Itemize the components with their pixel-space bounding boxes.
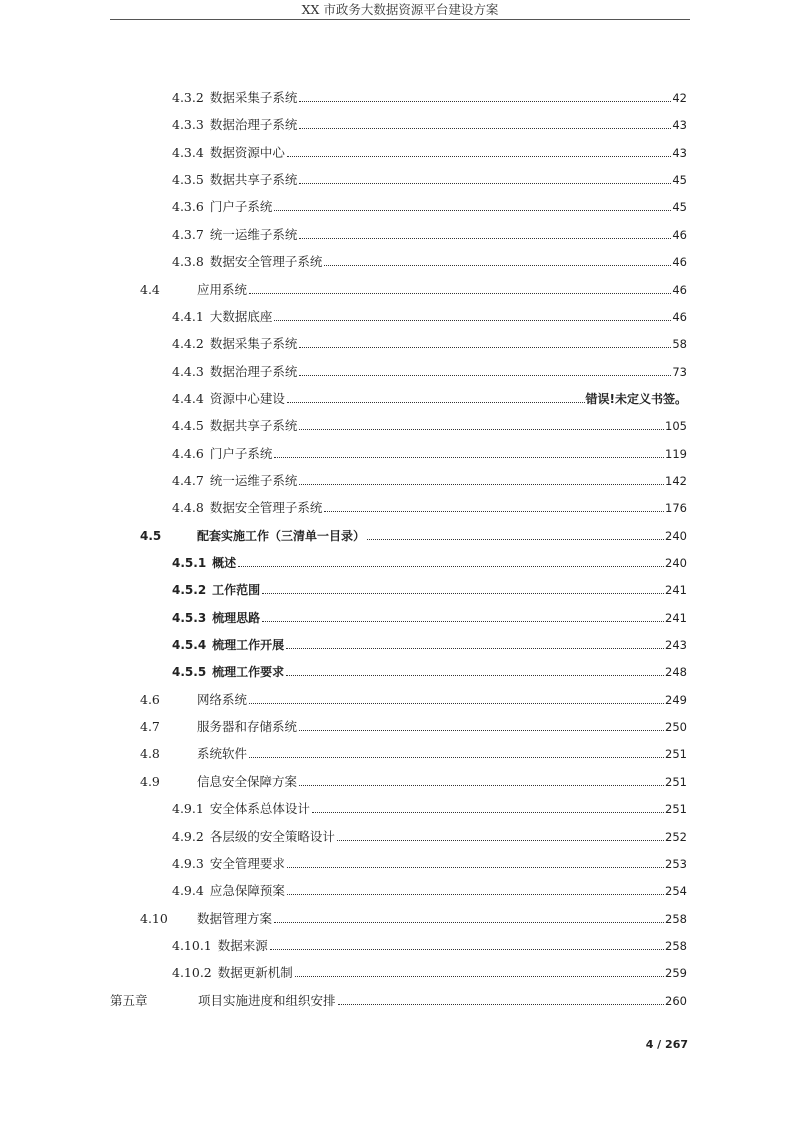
toc-entry-number: 4.4.2 bbox=[172, 336, 204, 352]
toc-entry-page: 252 bbox=[665, 829, 687, 844]
toc-entry[interactable] bbox=[172, 825, 687, 845]
toc-entry-page: 45 bbox=[672, 173, 687, 188]
toc-entry-number: 4.5.3 bbox=[172, 610, 207, 625]
toc-entry-number: 4.6 bbox=[140, 691, 160, 707]
toc-entry-title: 数据共享子系统 bbox=[209, 418, 298, 434]
toc-entry-title: 门户子系统 bbox=[209, 445, 273, 461]
toc-entry[interactable] bbox=[140, 742, 687, 762]
toc-entry-title: 工作范围 bbox=[212, 583, 261, 598]
toc-entry[interactable] bbox=[172, 606, 687, 626]
toc-entry[interactable] bbox=[172, 934, 687, 954]
toc-entry-page: 176 bbox=[665, 501, 687, 516]
toc-dot-leader bbox=[262, 620, 664, 622]
toc-entry-number: 4.4.1 bbox=[172, 308, 204, 324]
toc-entry[interactable] bbox=[172, 195, 687, 215]
toc-entry-page: 46 bbox=[672, 309, 687, 324]
toc-entry[interactable] bbox=[140, 907, 687, 927]
toc-entry-title: 配套实施工作（三清单一目录） bbox=[197, 528, 366, 543]
toc-dot-leader bbox=[299, 483, 664, 485]
toc-entry-page: 250 bbox=[665, 720, 687, 735]
toc-entry-title: 数据采集子系统 bbox=[209, 90, 298, 105]
toc-entry-number: 4.10.1 bbox=[172, 937, 212, 953]
toc-entry[interactable] bbox=[172, 578, 687, 598]
toc-entry-number: 4.4.6 bbox=[172, 445, 204, 461]
toc-entry[interactable] bbox=[172, 86, 687, 106]
toc-entry[interactable] bbox=[172, 633, 687, 653]
toc-entry-number: 4.3.6 bbox=[172, 199, 204, 215]
toc-entry-page: 105 bbox=[665, 419, 687, 434]
toc-entry-number: 4.9.2 bbox=[172, 828, 204, 844]
toc-entry-number: 4.9 bbox=[140, 773, 160, 789]
toc-entry-title: 安全体系总体设计 bbox=[209, 801, 310, 817]
toc-entry[interactable] bbox=[172, 168, 687, 188]
toc-dot-leader bbox=[299, 346, 671, 348]
toc-entry-number: 4.9.1 bbox=[172, 801, 204, 817]
toc-entry[interactable] bbox=[172, 113, 687, 133]
toc-entry-page: 248 bbox=[665, 665, 687, 680]
toc-dot-leader bbox=[338, 1003, 665, 1005]
toc-entry-number: 4.8 bbox=[140, 746, 160, 762]
toc-entry-number: 4.5.2 bbox=[172, 583, 207, 598]
toc-dot-leader bbox=[287, 893, 664, 895]
toc-entry-title: 数据更新机制 bbox=[217, 965, 293, 981]
toc-entry-number: 4.4.4 bbox=[172, 390, 204, 406]
toc-dot-leader bbox=[262, 592, 664, 594]
toc-entry-page: 46 bbox=[672, 255, 687, 270]
toc-entry-number: 4.3.2 bbox=[172, 90, 204, 105]
toc-entry-number: 4.5.5 bbox=[172, 665, 207, 680]
toc-dot-leader bbox=[299, 729, 664, 731]
toc-entry[interactable] bbox=[172, 660, 687, 680]
toc-entry[interactable] bbox=[172, 469, 687, 489]
toc-dot-leader bbox=[337, 839, 664, 841]
toc-entry-title: 门户子系统 bbox=[209, 199, 273, 215]
toc-entry-number: 4.5.1 bbox=[172, 556, 207, 570]
toc-dot-leader bbox=[249, 756, 664, 758]
toc-entry-page: 254 bbox=[665, 884, 687, 899]
toc-entry-title: 统一运维子系统 bbox=[209, 472, 298, 488]
toc-entry[interactable] bbox=[172, 360, 687, 380]
toc-entry-page: 253 bbox=[665, 856, 687, 871]
toc-entry-number: 4.4.8 bbox=[172, 500, 204, 516]
toc-entry-title: 大数据底座 bbox=[209, 308, 273, 324]
toc-entry[interactable] bbox=[172, 387, 687, 407]
toc-entry-title: 概述 bbox=[212, 556, 237, 570]
toc-entry-title: 数据管理方案 bbox=[197, 910, 273, 926]
toc-entry[interactable] bbox=[140, 770, 687, 790]
toc-entry[interactable] bbox=[140, 524, 687, 544]
toc-entry-page: 43 bbox=[672, 118, 687, 133]
toc-entry-number: 4.9.4 bbox=[172, 883, 204, 899]
page-number: 4 / 267 bbox=[645, 1038, 688, 1051]
toc-entry-page: 58 bbox=[672, 337, 687, 352]
toc-dot-leader bbox=[299, 784, 664, 786]
toc-entry-title: 安全管理要求 bbox=[209, 855, 285, 871]
toc-entry-number: 4.10.2 bbox=[172, 965, 212, 981]
toc-entry-number: 4.4.7 bbox=[172, 472, 204, 488]
toc-entry[interactable] bbox=[172, 414, 687, 434]
toc-entry-title: 项目实施进度和组织安排 bbox=[198, 992, 336, 1008]
toc-entry-number: 4.3.5 bbox=[172, 172, 204, 188]
toc-entry-title: 梳理思路 bbox=[212, 610, 261, 625]
toc-entry-title: 统一运维子系统 bbox=[209, 226, 298, 242]
toc-entry[interactable] bbox=[172, 852, 687, 872]
toc-entry[interactable] bbox=[172, 250, 687, 270]
toc-entry-page: 260 bbox=[665, 993, 687, 1008]
toc-entry-number: 第五章 bbox=[110, 992, 148, 1008]
toc-entry-page: 241 bbox=[665, 583, 687, 598]
toc-entry-page: 45 bbox=[672, 200, 687, 215]
toc-entry-title: 服务器和存储系统 bbox=[197, 719, 298, 735]
toc-entry-number: 4.3.4 bbox=[172, 144, 204, 160]
toc-dot-leader bbox=[249, 702, 664, 704]
toc-dot-leader bbox=[299, 182, 671, 184]
toc-entry[interactable] bbox=[172, 223, 687, 243]
toc-entry-page: 259 bbox=[665, 966, 687, 981]
toc-entry-number: 4.4.3 bbox=[172, 363, 204, 379]
toc-entry-page: 240 bbox=[665, 528, 687, 543]
toc-entry-page: 43 bbox=[672, 145, 687, 160]
toc-entry[interactable] bbox=[172, 141, 687, 161]
toc-entry[interactable] bbox=[172, 551, 687, 571]
toc-entry-page: 251 bbox=[665, 747, 687, 762]
toc-dot-leader bbox=[286, 674, 664, 676]
toc-entry-title: 资源中心建设 bbox=[209, 390, 285, 406]
toc-dot-leader bbox=[312, 811, 664, 813]
toc-entry[interactable] bbox=[172, 961, 687, 981]
toc-dot-leader bbox=[249, 292, 671, 294]
toc-dot-leader bbox=[274, 209, 671, 211]
toc-entry[interactable] bbox=[172, 496, 687, 516]
toc-entry-title: 数据采集子系统 bbox=[209, 336, 298, 352]
toc-dot-leader bbox=[299, 428, 664, 430]
toc-entry-title: 梳理工作要求 bbox=[212, 665, 285, 680]
toc-dot-leader bbox=[299, 237, 671, 239]
toc-dot-leader bbox=[324, 264, 671, 266]
toc-dot-leader bbox=[299, 127, 671, 129]
toc-entry-page: 249 bbox=[665, 692, 687, 707]
toc-entry-page: 258 bbox=[665, 911, 687, 926]
toc-dot-leader bbox=[238, 565, 664, 567]
toc-entry-title: 数据来源 bbox=[217, 937, 268, 953]
toc-entry-page: 251 bbox=[665, 802, 687, 817]
toc-entry-number: 4.4 bbox=[140, 281, 160, 297]
toc-entry-number: 4.4.5 bbox=[172, 418, 204, 434]
toc-entry-number: 4.7 bbox=[140, 719, 160, 735]
toc-entry-number: 4.3.8 bbox=[172, 254, 204, 270]
toc-entry-page: 142 bbox=[665, 473, 687, 488]
page-header bbox=[110, 0, 690, 20]
toc-entry-title: 各层级的安全策略设计 bbox=[209, 828, 335, 844]
toc-entry-page: 42 bbox=[672, 91, 687, 105]
toc-entry-title: 数据治理子系统 bbox=[209, 117, 298, 133]
toc-entry-number: 4.5.4 bbox=[172, 638, 207, 652]
toc-entry[interactable] bbox=[140, 715, 687, 735]
toc-entry-title: 信息安全保障方案 bbox=[197, 773, 298, 789]
toc-entry-page: 46 bbox=[672, 227, 687, 242]
toc-entry-page: 251 bbox=[665, 774, 687, 789]
toc-entry-title: 数据安全管理子系统 bbox=[209, 500, 323, 516]
toc-entry[interactable] bbox=[140, 688, 687, 708]
toc-entry[interactable] bbox=[172, 797, 687, 817]
toc-dot-leader bbox=[270, 948, 664, 950]
toc-dot-leader bbox=[274, 319, 671, 321]
toc-entry[interactable] bbox=[172, 332, 687, 352]
toc-dot-leader bbox=[286, 647, 664, 649]
toc-entry[interactable] bbox=[110, 989, 687, 1009]
toc-entry-title: 数据安全管理子系统 bbox=[209, 254, 323, 270]
toc-dot-leader bbox=[295, 975, 664, 977]
toc-dot-leader bbox=[274, 921, 664, 923]
toc-entry-number: 4.3.7 bbox=[172, 226, 204, 242]
toc-entry-title: 梳理工作开展 bbox=[212, 638, 285, 652]
toc-entry-page: 46 bbox=[672, 282, 687, 297]
toc-dot-leader bbox=[299, 374, 671, 376]
toc-entry-page: 241 bbox=[665, 610, 687, 625]
toc-entry-number: 4.3.3 bbox=[172, 117, 204, 133]
toc-entry-title: 数据共享子系统 bbox=[209, 172, 298, 188]
toc-entry-title: 应急保障预案 bbox=[209, 883, 285, 899]
toc-entry-page: 73 bbox=[672, 364, 687, 379]
toc-entry-title: 应用系统 bbox=[197, 281, 248, 297]
toc-dot-leader bbox=[287, 401, 585, 403]
document-title: XX 市政务大数据资源平台建设方案 bbox=[301, 2, 499, 17]
toc-dot-leader bbox=[287, 155, 672, 157]
toc-entry-page: 240 bbox=[665, 556, 687, 570]
toc-dot-leader bbox=[274, 456, 664, 458]
toc-entry-title: 数据资源中心 bbox=[209, 144, 285, 160]
toc-entry-page: 119 bbox=[665, 446, 687, 461]
toc-entry[interactable] bbox=[172, 305, 687, 325]
toc-entry-number: 4.10 bbox=[140, 910, 168, 926]
toc-entry[interactable] bbox=[172, 879, 687, 899]
toc-entry-page: 243 bbox=[665, 638, 687, 652]
toc-dot-leader bbox=[324, 510, 664, 512]
toc-entry[interactable] bbox=[172, 442, 687, 462]
toc-dot-leader bbox=[299, 100, 671, 102]
toc-entry-page: 258 bbox=[665, 938, 687, 953]
toc-dot-leader bbox=[287, 866, 664, 868]
toc-entry-title: 网络系统 bbox=[197, 691, 248, 707]
toc-entry-number: 4.9.3 bbox=[172, 855, 204, 871]
toc-entry-number: 4.5 bbox=[140, 528, 162, 543]
toc-entry[interactable] bbox=[140, 278, 687, 298]
toc-entry-title: 系统软件 bbox=[197, 746, 248, 762]
toc-dot-leader bbox=[367, 538, 664, 540]
toc-entry-title: 数据治理子系统 bbox=[209, 363, 298, 379]
toc-entry-page: 错误!未定义书签。 bbox=[585, 391, 687, 406]
